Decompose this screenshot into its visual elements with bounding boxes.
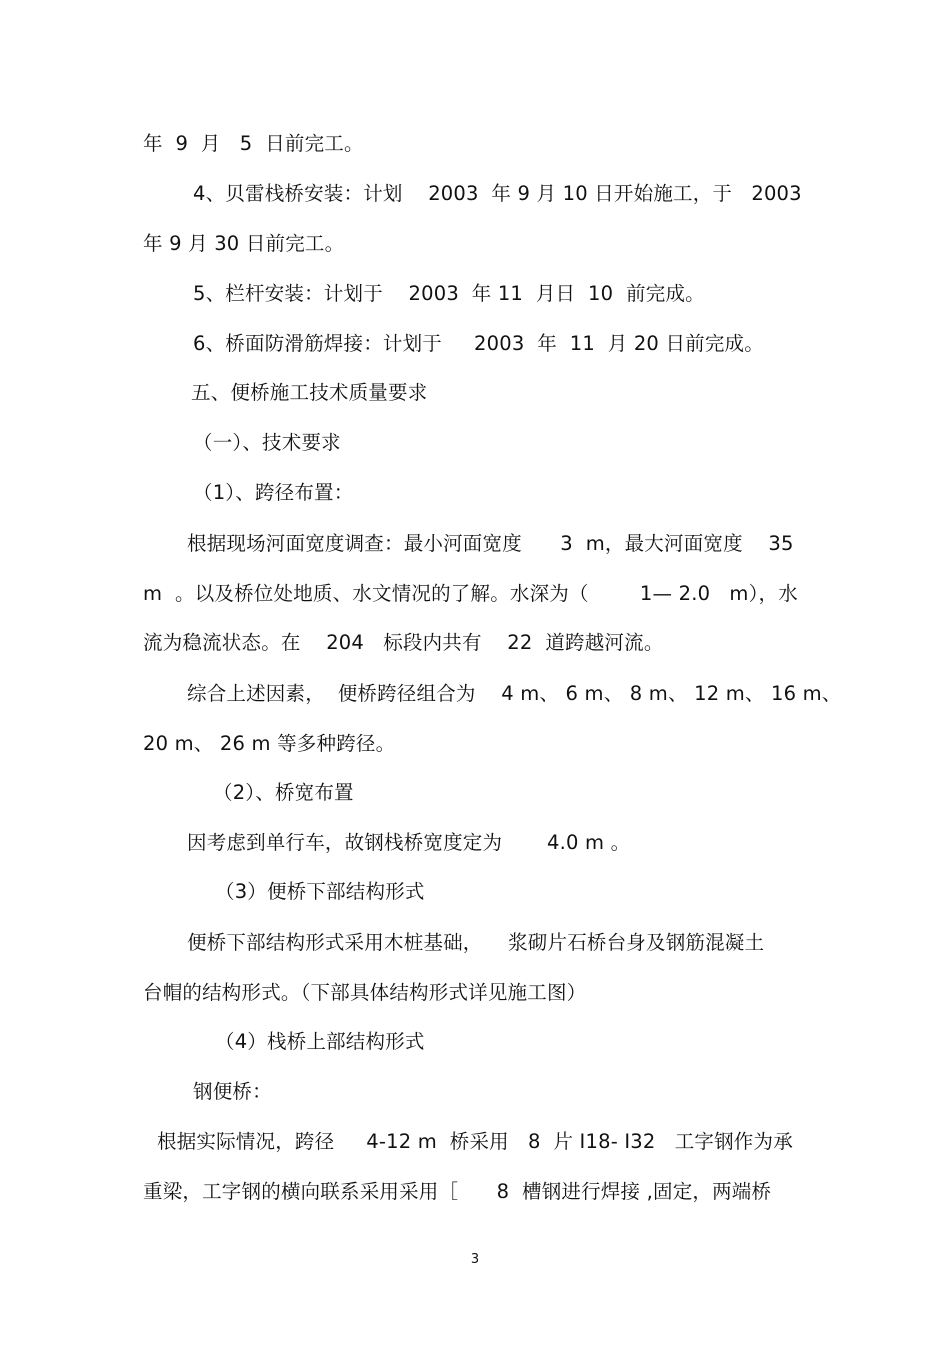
text-line: 5、栏杆安装：计划于 2003 年 11 月日 10 前完成。 <box>193 282 705 305</box>
text-line: 综合上述因素， 便桥跨径组合为 4 m、 6 m、 8 m、 12 m、 16 m、 <box>187 682 842 705</box>
text-line: 6、桥面防滑筋焊接：计划于 2003 年 11 月 20 日前完成。 <box>193 332 764 355</box>
text-line: 20 m、 26 m 等多种跨径。 <box>143 732 396 755</box>
text-line: 重梁，工字钢的横向联系采用采用［ 8 槽钢进行焊接 ,固定，两端桥 <box>143 1180 772 1203</box>
subsection-heading: （2）、桥宽布置 <box>213 781 354 804</box>
text-line: 便桥下部结构形式采用木桩基础， 浆砌片石桥台身及钢筋混凝土 <box>187 931 765 954</box>
text-line: 流为稳流状态。在 204 标段内共有 22 道跨越河流。 <box>143 631 664 654</box>
text-line: 根据现场河面宽度调查：最小河面宽度 3 m，最大河面宽度 35 <box>187 532 794 555</box>
page-number: 3 <box>470 1252 480 1267</box>
text-line: 因考虑到单行车，故钢栈桥宽度定为 4.0 m 。 <box>187 831 631 854</box>
text-line: 4、贝雷栈桥安装：计划 2003 年 9 月 10 日开始施工，于 2003 <box>193 182 802 205</box>
subsection-heading: （4）栈桥上部结构形式 <box>215 1030 425 1053</box>
text-line: 年 9 月 30 日前完工。 <box>143 232 345 255</box>
text-line: 年 9 月 5 日前完工。 <box>143 132 364 155</box>
text-line: 台帽的结构形式。（下部具体结构形式详见施工图） <box>143 981 587 1004</box>
text-line: m 。以及桥位处地质、水文情况的了解。水深为（ 1— 2.0 m），水 <box>143 582 798 605</box>
subsection-heading: （一）、技术要求 <box>193 431 341 454</box>
text-line: 根据实际情况，跨径 4-12 m 桥采用 8 片 I18- I32 工字钢作为承 <box>157 1130 793 1153</box>
subsection-heading: （1）、跨径布置： <box>193 481 354 504</box>
section-heading: 五、便桥施工技术质量要求 <box>191 381 428 404</box>
text-line: 钢便桥： <box>193 1080 272 1103</box>
subsection-heading: （3）便桥下部结构形式 <box>215 880 425 903</box>
